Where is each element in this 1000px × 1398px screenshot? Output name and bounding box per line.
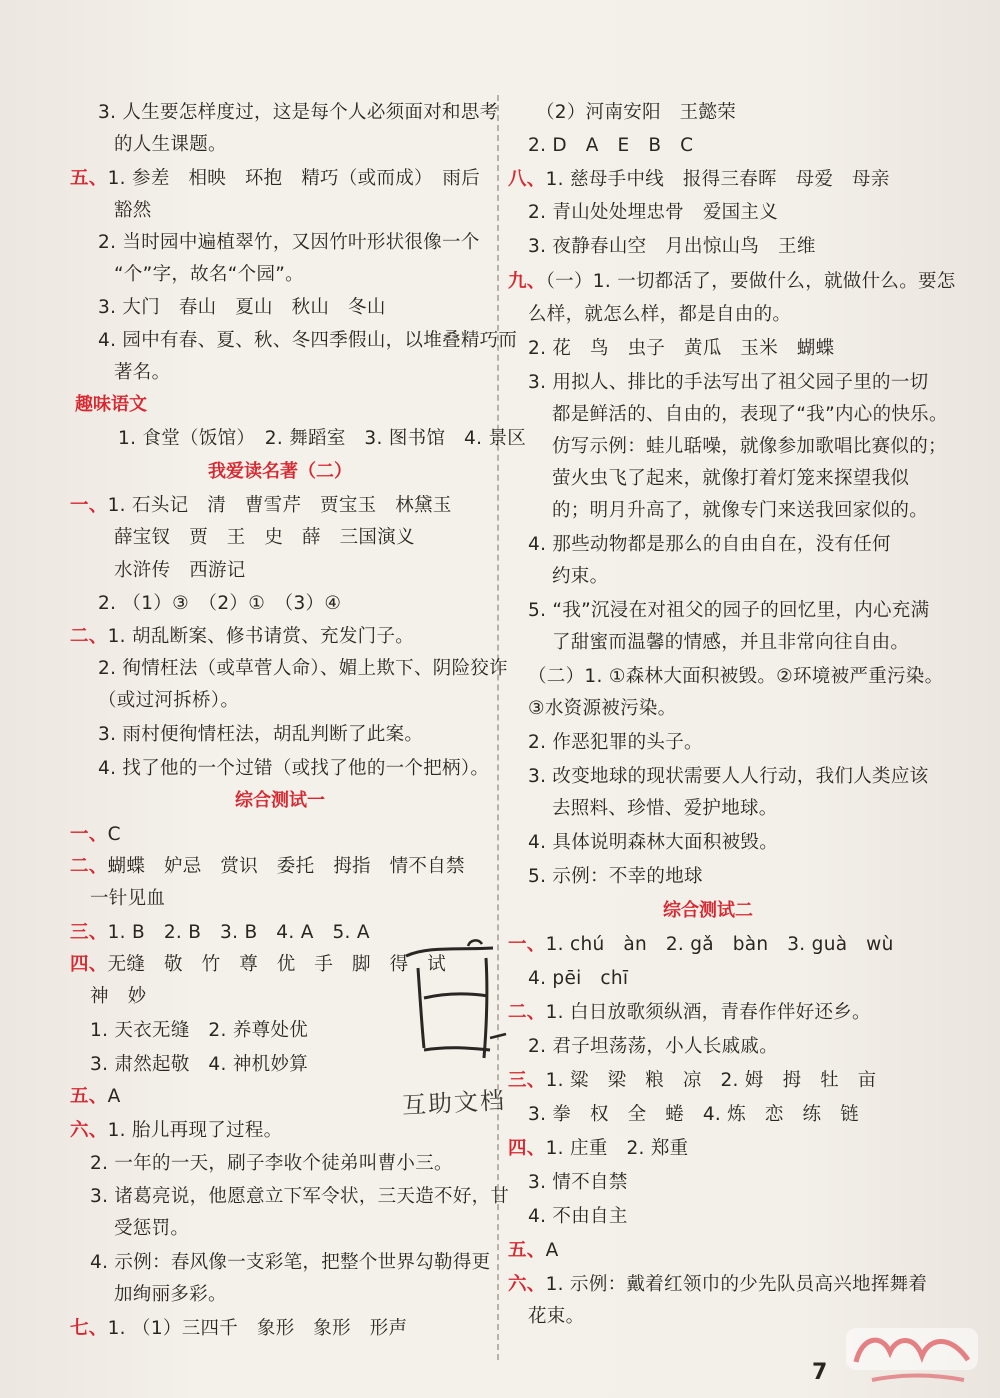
answer-line bbox=[528, 830, 778, 856]
answer-line bbox=[98, 591, 341, 617]
answer-line bbox=[528, 336, 834, 362]
answer-line bbox=[528, 370, 928, 396]
question-number-marker: 二、 bbox=[70, 626, 108, 647]
question-number-marker: 四、 bbox=[70, 954, 108, 975]
answer-line bbox=[552, 564, 608, 590]
question-number-marker: 二、 bbox=[70, 856, 108, 877]
answer-text: 豁然 bbox=[114, 200, 152, 221]
answer-line bbox=[528, 696, 677, 722]
answer-text: 3. 改变地球的现状需要人人行动，我们人类应该 bbox=[528, 766, 929, 787]
answer-text: 2. 作恶犯罪的头子。 bbox=[528, 732, 703, 753]
answer-text: 的；明月升高了，就像专门来送我回家似的。 bbox=[552, 500, 929, 521]
answer-text: 4. 具体说明森林大面积被毁。 bbox=[528, 832, 779, 853]
question-number-marker: 九、 bbox=[508, 271, 546, 292]
answer-text: 无缝 敬 竹 尊 优 手 脚 得 试 bbox=[107, 954, 447, 975]
answer-text: ③水资源被污染。 bbox=[528, 698, 677, 719]
answer-text: 著名。 bbox=[114, 362, 171, 383]
section-heading: 综合测试一 bbox=[235, 790, 325, 811]
answer-text: 萤火虫飞了起来，就像打着灯笼来探望我似 bbox=[552, 468, 910, 489]
answer-text: 3. 人生要怎样度过，这是每个人必须面对和思考 bbox=[98, 102, 499, 123]
question-number-marker: 七、 bbox=[70, 1318, 108, 1339]
answer-line bbox=[70, 854, 465, 880]
answer-text: 5. “我”沉浸在对祖父的园子的回忆里，内心充满 bbox=[528, 600, 930, 621]
answer-text: 1. 庄重 2. 郑重 bbox=[545, 1138, 689, 1159]
answer-line bbox=[528, 764, 928, 790]
answer-line bbox=[528, 1034, 778, 1060]
answer-line bbox=[70, 493, 452, 519]
watermark-logo-icon bbox=[842, 1322, 982, 1392]
answer-line bbox=[70, 1316, 407, 1342]
question-number-marker: 五、 bbox=[70, 1086, 108, 1107]
answer-text: 1. 食堂（饭馆） 2. 舞蹈室 3. 图书馆 4. 景区 bbox=[118, 428, 527, 449]
answer-text: C bbox=[107, 824, 121, 845]
answer-line bbox=[70, 822, 121, 848]
answer-text: A bbox=[107, 1086, 121, 1107]
answer-line bbox=[552, 630, 909, 656]
answer-line bbox=[528, 133, 693, 159]
answer-line bbox=[528, 1102, 859, 1128]
answer-text: 2. 君子坦荡荡，小人长戚戚。 bbox=[528, 1036, 779, 1057]
answer-line bbox=[528, 200, 778, 226]
answer-line bbox=[528, 1170, 628, 1196]
answer-text: 4. 示例：春风像一支彩笔，把整个世界勾勒得更 bbox=[90, 1252, 491, 1273]
page-number: 7 bbox=[812, 1360, 828, 1385]
question-number-marker: 三、 bbox=[508, 1070, 546, 1091]
answer-line bbox=[528, 1204, 628, 1230]
answer-text: 3. 大门 春山 夏山 秋山 冬山 bbox=[98, 297, 386, 318]
answer-text: 加绚丽多彩。 bbox=[114, 1284, 227, 1305]
answer-text: 3. 肃然起敬 4. 神机妙算 bbox=[90, 1054, 309, 1075]
answer-line bbox=[114, 360, 170, 386]
answer-text: （2）河南安阳 王懿荣 bbox=[536, 102, 737, 123]
answer-text: 1. B 2. B 3. B 4. A 5. A bbox=[107, 922, 370, 943]
answer-line bbox=[114, 132, 227, 158]
answer-text: 1. 白日放歌须纵酒，青春作伴好还乡。 bbox=[545, 1002, 871, 1023]
answer-text: 了甜蜜而温馨的情感，并且非常向往自由。 bbox=[552, 632, 910, 653]
answer-text: 2. 徇情枉法（或草菅人命）、媚上欺下、阴险狡诈 bbox=[98, 658, 508, 679]
answer-line bbox=[508, 1136, 688, 1162]
answer-text: 3. 拳 权 全 蜷 4. 炼 恋 练 链 bbox=[528, 1104, 859, 1125]
answer-line bbox=[90, 1018, 308, 1044]
answer-line bbox=[552, 434, 947, 460]
question-number-marker: 五、 bbox=[508, 1240, 546, 1261]
answer-line bbox=[118, 426, 526, 452]
answer-line bbox=[552, 402, 948, 428]
answer-line bbox=[552, 466, 909, 492]
answer-line bbox=[528, 302, 791, 328]
answer-text: 3. 用拟人、排比的手法写出了祖父园子里的一切 bbox=[528, 372, 929, 393]
answer-text: 1. 天衣无缝 2. 养尊处优 bbox=[90, 1020, 309, 1041]
answer-text: 2. 花 鸟 虫子 黄瓜 玉米 蝴蝶 bbox=[528, 338, 835, 359]
answer-text: 2. （1）③ （2）① （3）④ bbox=[98, 593, 342, 614]
answer-line bbox=[90, 1250, 490, 1276]
answer-line bbox=[70, 624, 414, 650]
answer-line bbox=[114, 1216, 189, 1242]
answer-line bbox=[528, 598, 929, 624]
answer-line bbox=[90, 886, 165, 912]
answer-line bbox=[508, 1272, 927, 1298]
answer-line bbox=[70, 1084, 121, 1110]
answer-text: 2. D A E B C bbox=[528, 135, 694, 156]
answer-text: 4. 园中有春、夏、秋、冬四季假山，以堆叠精巧而 bbox=[98, 330, 518, 351]
answer-text: 去照料、珍惜、爱护地球。 bbox=[552, 798, 778, 819]
question-number-marker: 六、 bbox=[70, 1120, 108, 1141]
answer-line bbox=[114, 525, 415, 551]
answer-text: 1. 慈母手中线 报得三春晖 母爱 母亲 bbox=[545, 169, 890, 190]
question-number-marker: 四、 bbox=[508, 1138, 546, 1159]
answer-line bbox=[508, 269, 956, 295]
answer-text: “个”字，故名“个园”。 bbox=[114, 264, 304, 285]
column-divider bbox=[497, 95, 499, 1360]
answer-text: 薛宝钗 贾 王 史 薛 三国演义 bbox=[114, 527, 415, 548]
question-number-marker: 一、 bbox=[508, 934, 546, 955]
answer-line bbox=[98, 722, 423, 748]
answer-text: 1. 示例：戴着红领巾的少先队员高兴地挥舞着 bbox=[545, 1274, 928, 1295]
answer-line bbox=[98, 295, 386, 321]
answer-line bbox=[528, 966, 628, 992]
answer-text: 1. 胡乱断案、修书请赏、充发门子。 bbox=[107, 626, 415, 647]
answer-line bbox=[70, 1118, 282, 1144]
answer-text: 的人生课题。 bbox=[114, 134, 227, 155]
answer-text: 么样，就怎么样，都是自由的。 bbox=[528, 304, 792, 325]
answer-line bbox=[98, 756, 489, 782]
answer-text: （一）1. 一切都活了，要做什么，就做什么。要怎 bbox=[545, 271, 956, 292]
answer-text: 1. 石头记 清 曹雪芹 贾宝玉 林黛玉 bbox=[107, 495, 452, 516]
answer-line bbox=[90, 1184, 509, 1210]
answer-text: 4. 那些动物都是那么的自由自在，没有任何 bbox=[528, 534, 891, 555]
answer-line bbox=[528, 532, 891, 558]
answer-line bbox=[528, 864, 703, 890]
section-heading: 趣味语文 bbox=[75, 394, 147, 415]
answer-text: 4. pēi chī bbox=[528, 968, 629, 989]
answer-line bbox=[536, 100, 736, 126]
answer-line bbox=[508, 1068, 876, 1094]
answer-text: （或过河拆桥）。 bbox=[98, 690, 240, 711]
answer-text: 神 妙 bbox=[90, 986, 147, 1007]
answer-text: 1. （1）三四千 象形 象形 形声 bbox=[107, 1318, 408, 1339]
answer-text: 受惩罚。 bbox=[114, 1218, 190, 1239]
question-number-marker: 一、 bbox=[70, 495, 108, 516]
question-number-marker: 一、 bbox=[70, 824, 108, 845]
answer-line bbox=[114, 198, 152, 224]
answer-line bbox=[98, 230, 480, 256]
answer-text: （二）1. ①森林大面积被毁。②环境被严重污染。 bbox=[528, 666, 944, 687]
question-number-marker: 八、 bbox=[508, 169, 546, 190]
answer-line bbox=[528, 664, 943, 690]
section-heading: 综合测试二 bbox=[663, 900, 753, 921]
answer-text: 3. 诸葛亮说，他愿意立下军令状，三天造不好，甘 bbox=[90, 1186, 510, 1207]
answer-line bbox=[114, 1282, 227, 1308]
answer-line bbox=[98, 100, 498, 126]
answer-line bbox=[114, 262, 304, 288]
answer-text: 3. 夜静春山空 月出惊山鸟 王维 bbox=[528, 236, 816, 257]
answer-text: 5. 示例：不幸的地球 bbox=[528, 866, 703, 887]
answer-text: 蝴蝶 妒忌 赏识 委托 拇指 情不自禁 bbox=[107, 856, 465, 877]
answer-line bbox=[508, 167, 890, 193]
answer-text: 1. 胎儿再现了过程。 bbox=[107, 1120, 283, 1141]
answer-text: 1. 粱 梁 粮 凉 2. 姆 拇 牡 亩 bbox=[545, 1070, 877, 1091]
answer-text: 花束。 bbox=[528, 1306, 585, 1327]
answer-line bbox=[552, 498, 928, 524]
answer-text: 3. 情不自禁 bbox=[528, 1172, 628, 1193]
answer-line bbox=[90, 1052, 308, 1078]
answer-line bbox=[90, 984, 146, 1010]
question-number-marker: 六、 bbox=[508, 1274, 546, 1295]
answer-line bbox=[98, 656, 508, 682]
answer-text: A bbox=[545, 1240, 559, 1261]
answer-text: 4. 不由自主 bbox=[528, 1206, 628, 1227]
answer-text: 都是鲜活的、自由的，表现了“我”内心的快乐。 bbox=[552, 404, 948, 425]
answer-line bbox=[552, 796, 778, 822]
question-number-marker: 二、 bbox=[508, 1002, 546, 1023]
section-heading: 我爱读名著（二） bbox=[208, 461, 352, 482]
answer-text: 2. 当时园中遍植翠竹，又因竹叶形状很像一个 bbox=[98, 232, 480, 253]
answer-line bbox=[70, 920, 370, 946]
answer-line bbox=[98, 328, 517, 354]
answer-line bbox=[528, 234, 816, 260]
answer-text: 2. 青山处处埋忠骨 爱国主义 bbox=[528, 202, 779, 223]
answer-line bbox=[528, 1304, 584, 1330]
answer-line bbox=[508, 1238, 559, 1264]
answer-text: 1. chú àn 2. gǎ bàn 3. guà wù bbox=[545, 934, 894, 955]
answer-line bbox=[90, 1151, 453, 1177]
answer-text: 仿写示例：蛙儿聒噪，就像参加歌唱比赛似的； bbox=[552, 436, 947, 457]
answer-text: 一针见血 bbox=[90, 888, 166, 909]
answer-line bbox=[98, 688, 239, 714]
stamp-text: 互助文档 bbox=[401, 1086, 507, 1120]
answer-text: 3. 雨村便徇情枉法，胡乱判断了此案。 bbox=[98, 724, 424, 745]
answer-text: 1. 参差 相映 环抱 精巧（或而成） 雨后 bbox=[107, 168, 480, 189]
answer-line bbox=[508, 932, 894, 958]
answer-text: 4. 找了他的一个过错（或找了他的一个把柄）。 bbox=[98, 758, 490, 779]
answer-text: 约束。 bbox=[552, 566, 609, 587]
question-number-marker: 三、 bbox=[70, 922, 108, 943]
answer-line bbox=[508, 1000, 871, 1026]
answer-line bbox=[70, 952, 446, 978]
answer-text: 2. 一年的一天，刷子李收个徒弟叫曹小三。 bbox=[90, 1153, 453, 1174]
answer-line bbox=[70, 166, 480, 192]
answer-line bbox=[114, 558, 246, 584]
answer-line bbox=[528, 730, 703, 756]
question-number-marker: 五、 bbox=[70, 168, 108, 189]
answer-text: 水浒传 西游记 bbox=[114, 560, 246, 581]
